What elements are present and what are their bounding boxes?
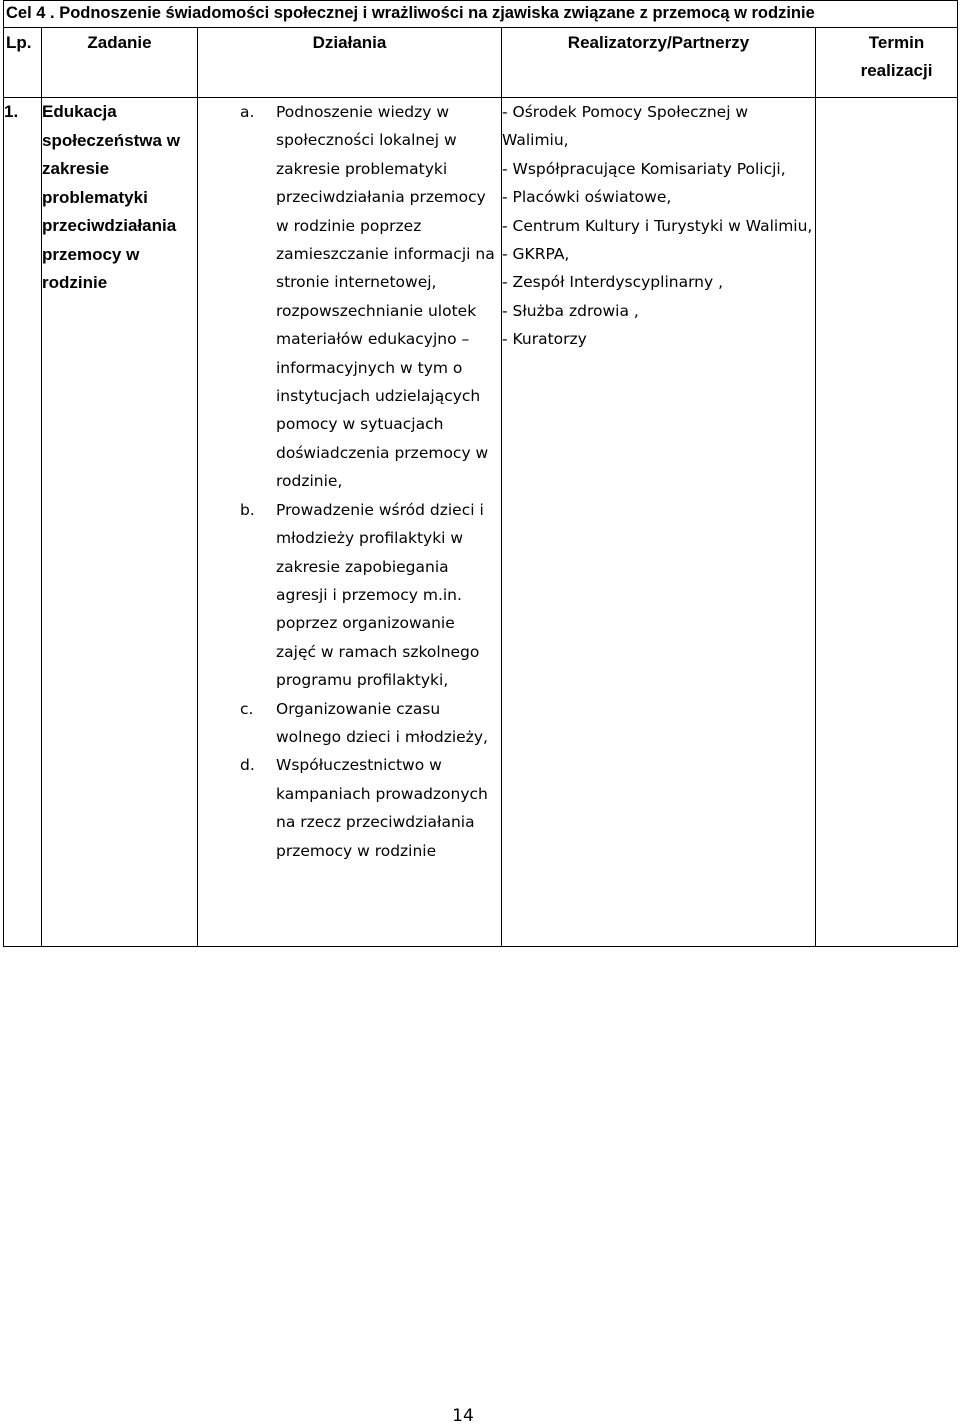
partner-item: - GKRPA, xyxy=(502,245,570,264)
partner-item: - Współpracujące Komisariaty Policji, xyxy=(502,159,786,178)
action-marker: c. xyxy=(240,699,254,718)
partner-item: - Kuratorzy xyxy=(502,330,587,349)
table-row xyxy=(4,98,958,947)
row-partners xyxy=(502,98,816,947)
action-marker: b. xyxy=(240,500,255,519)
goal-table xyxy=(3,0,958,947)
table-header-row xyxy=(4,28,958,98)
goal-title-row xyxy=(4,1,958,28)
goal-title: Cel 4 . Podnoszenie świadomości społecznej i wrażliwości na zjawiska związane z przemocą w rodzinie xyxy=(4,1,958,28)
header-actions: Działania xyxy=(198,28,502,98)
partner-item: - Zespół Interdyscyplinarny , xyxy=(502,273,724,292)
partner-item: - Służba zdrowia , xyxy=(502,301,639,320)
header-task: Zadanie xyxy=(42,28,198,98)
header-lp: Lp. xyxy=(4,28,42,98)
action-marker: a. xyxy=(240,103,255,121)
partner-item: - Placówki oświatowe, xyxy=(502,188,672,207)
partner-item: - Ośrodek Pomocy Społecznej w Walimiu, xyxy=(502,103,749,150)
row-deadline xyxy=(816,98,958,947)
header-partners: Realizatorzy/Partnerzy xyxy=(502,28,816,98)
action-item-a xyxy=(198,98,501,496)
action-text: Organizowanie czasu wolnego dzieci i młodzieży, xyxy=(276,699,488,746)
partner-item: - Centrum Kultury i Turystyki w Walimiu, xyxy=(502,216,813,235)
action-list xyxy=(198,98,501,865)
action-text: Współuczestnictwo w kampaniach prowadzonych na rzecz przeciwdziałania przemocy w rodzinie xyxy=(276,756,488,860)
action-item-c xyxy=(198,695,501,752)
row-task: Edukacja społeczeństwa w zakresie problematyki przeciwdziałania przemocy w rodzinie xyxy=(42,98,198,947)
row-lp: 1. xyxy=(4,98,42,947)
partner-list xyxy=(502,98,815,354)
header-deadline: Termin realizacji xyxy=(816,28,958,98)
page-number: 14 xyxy=(452,1406,474,1426)
action-item-d xyxy=(198,751,501,865)
action-marker: d. xyxy=(240,756,255,775)
action-text: Podnoszenie wiedzy w społeczności lokalnej w zakresie problematyki przeciwdziałania przemocy w rodzinie poprzez zamieszczanie informacji na stronie internetowej, rozpowszechnianie ulotek materiałów edukacyjno – informacyjnych w tym o instytucjach udzielających pomocy w sytuacjach doświadczenia przemocy w rodzinie, xyxy=(276,103,495,491)
row-actions xyxy=(198,98,502,947)
action-item-b xyxy=(198,496,501,695)
action-text: Prowadzenie wśród dzieci i młodzieży profilaktyki w zakresie zapobiegania agresji i przemocy m.in. poprzez organizowanie zajęć w ramach szkolnego programu profilaktyki, xyxy=(276,500,484,690)
